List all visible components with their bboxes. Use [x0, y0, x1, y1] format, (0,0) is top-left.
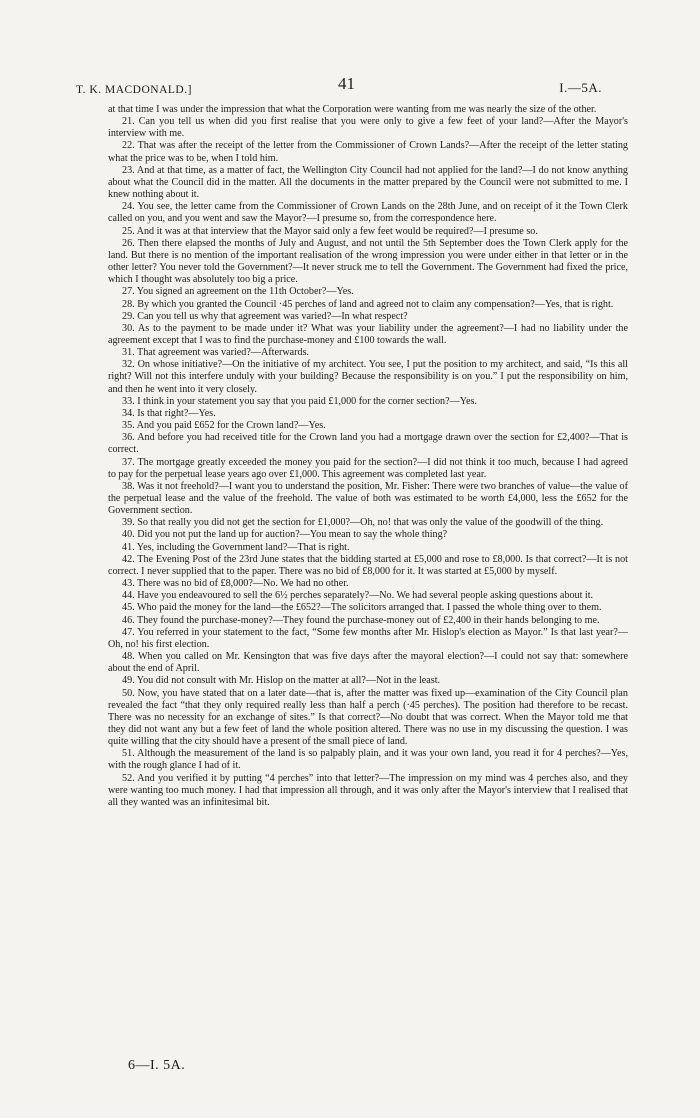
question-answer-paragraph: 48. When you called on Mr. Kensington that was five days after the mayoral election?—I could not say that: somewhere about the end of April. — [108, 651, 628, 675]
question-answer-paragraph: 23. And at that time, as a matter of fact, the Wellington City Council had not applied for the land?—I do not know anything about what the Council did in the matter. All the documents in the matter prepared by the Council were not submitted to me. I knew nothing about it. — [108, 164, 628, 201]
question-answer-paragraph: 37. The mortgage greatly exceeded the money you paid for the section?—I did not think it too much, because I had agreed to pay for the perpetual lease years ago over £1,000. This agreement was completed last year. — [108, 456, 628, 480]
question-answer-paragraph: 34. Is that right?—Yes. — [122, 407, 216, 419]
question-answer-paragraph: 49. You did not consult with Mr. Hislop on the matter at all?—Not in the least. — [122, 675, 441, 687]
paper-reference: I.—5A. — [559, 80, 602, 95]
question-answer-paragraph: 24. You see, the letter came from the Commissioner of Crown Lands on the 28th June, and on receipt of it the Town Clerk called on you, and you went and saw the Mayor?—I presume so, from the correspondence here. — [108, 201, 628, 225]
question-answer-paragraph: 50. Now, you have stated that on a later date—that is, after the matter was fixed up—examination of the City Council plan revealed the fact “that they only required really less than half a perch (·45 perches). The position had therefore to be recast. There was no necessity for an exchange of sites.” Is that correct?—No doubt that was correct. When the Mayor told me that they did not want any but a few feet of land the whole position altered. There was no use in my discussing the question. I was quite willing that the city should have a present of the small piece of land. — [108, 687, 628, 748]
question-answer-paragraph: 29. Can you tell us why that agreement was varied?—In what respect? — [122, 310, 408, 322]
question-answer-paragraph: 31. That agreement was varied?—Afterwards. — [122, 347, 310, 359]
question-answer-paragraph: 28. By which you granted the Council ·45 perches of land and agreed not to claim any compensation?—Yes, that is right. — [122, 298, 614, 310]
printer-signature: 6—I. 5A. — [128, 1058, 186, 1073]
question-answer-paragraph: 21. Can you tell us when did you first realise that you were only to give a few feet of your land?—After the Mayor's interview with me. — [108, 116, 628, 140]
question-answer-paragraph: 44. Have you endeavoured to sell the 6½ perches separately?—No. We had several people asking questions about it. — [122, 590, 594, 602]
question-answer-paragraph: 22. That was after the receipt of the letter from the Commissioner of Crown Lands?—After the receipt of the letter stating what the price was to be, when I told him. — [108, 140, 628, 164]
question-answer-paragraph: 52. And you verified it by putting “4 perches” into that letter?—The impression on my mind was 4 perches also, and they were wanting too much money. I had that impression all through, and it was only after the Mayor's interview that I realised that all they wanted was an infinitesimal bit. — [108, 772, 628, 808]
question-answer-paragraph: 26. Then there elapsed the months of July and August, and not until the 5th September does the Town Clerk apply for the land. But there is no mention of the important realisation of the wrong impression you were under either in that letter or in the other letter? You never told the Government?—It never struck me to tell the Government. The Government had fixed the price, which I thought was absolutely too big a price. — [108, 237, 628, 286]
question-answer-paragraph: 42. The Evening Post of the 23rd June states that the bidding started at £5,000 and rose to £8,000. Is that correct?—It is not correct. I never supplied that to the paper. There was no bid of £8,000 for it. It was started at £5,000 by myself. — [108, 553, 628, 577]
testimony-body — [108, 104, 628, 809]
question-answer-paragraph: 43. There was no bid of £8,000?—No. We had no other. — [122, 578, 349, 590]
question-answer-paragraph: 45. Who paid the money for the land—the £652?—The solicitors arranged that. I passed the whole thing over to them. — [122, 602, 602, 614]
question-answer-paragraph: 38. Was it not freehold?—I want you to understand the position, Mr. Fisher: There were two branches of value—the value of the perpetual lease and the value of the freehold. The value of both was estimated to be worth £4,000, less the £652 for the Government section. — [108, 480, 628, 517]
question-answer-paragraph: 51. Although the measurement of the land is so palpably plain, and it was your own land, you read it for 4 perches?—Yes, with the rough glance I had of it. — [108, 748, 628, 772]
question-answer-paragraph: 32. On whose initiative?—On the initiative of my architect. You see, I put the position to my architect, and said, “Is this all right? Will not this interfere unduly with your building? Because the responsibility is on you.” I put the responsibility on him, and then he went into it very closely. — [108, 359, 628, 395]
question-answer-paragraph: 41. Yes, including the Government land?—That is right. — [122, 541, 350, 553]
question-answer-paragraph: 25. And it was at that interview that the Mayor said only a few feet would be required?—I presume so. — [122, 225, 538, 237]
question-answer-paragraph: 39. So that really you did not get the section for £1,000?—Oh, no! that was only the value of the goodwill of the thing. — [122, 517, 604, 529]
question-answer-paragraph: 40. Did you not put the land up for auction?—You mean to say the whole thing? — [122, 529, 448, 541]
question-answer-paragraph: 33. I think in your statement you say that you paid £1,000 for the corner section?—Yes. — [122, 395, 477, 407]
witness-name-header: T. K. MACDONALD.] — [76, 84, 192, 96]
question-answer-paragraph: 46. They found the purchase-money?—They found the purchase-money out of £2,400 in their hands belonging to me. — [122, 614, 600, 626]
continued-paragraph: at that time I was under the impression that what the Corporation were wanting from me was nearly the size of the other. — [108, 104, 597, 115]
question-answer-paragraph: 30. As to the payment to be made under it? What was your liability under the agreement?—I had no liability under the agreement except that I was to find the purchase-money and £100 towards the wall. — [108, 322, 628, 346]
question-answer-paragraph: 36. And before you had received title for the Crown land you had a mortgage drawn over the section for £2,400?—That is correct. — [108, 432, 628, 456]
question-answer-paragraph: 35. And you paid £652 for the Crown land?—Yes. — [122, 420, 326, 432]
question-answer-paragraph: 47. You referred in your statement to the fact, “Some few months after Mr. Hislop's election as Mayor.” Is that last year?—Oh, no! his first election. — [108, 626, 628, 650]
page-number: 41 — [338, 74, 355, 93]
question-answer-paragraph: 27. You signed an agreement on the 11th October?—Yes. — [122, 286, 354, 298]
page-header — [76, 74, 610, 96]
